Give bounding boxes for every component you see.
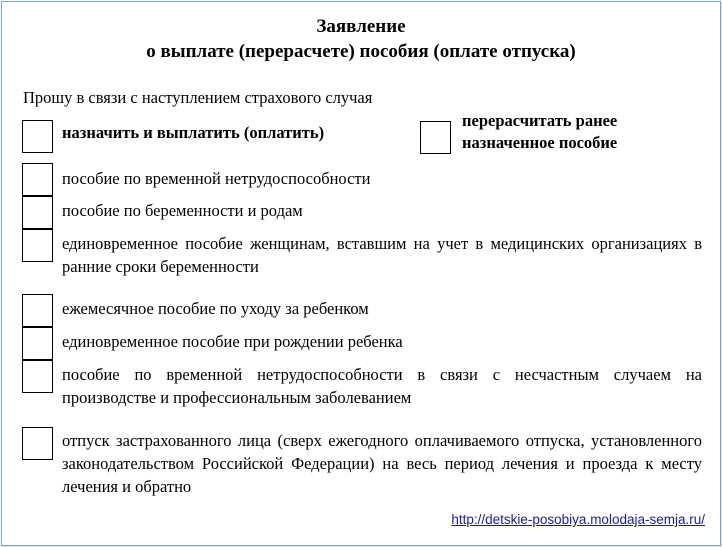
- item-birth-lump-sum: единовременное пособие при рождении ребенка: [62, 332, 403, 351]
- checkbox-maternity[interactable]: [22, 196, 53, 229]
- label-recalculate-line1: перерасчитать ранее: [462, 111, 618, 130]
- checkbox-birth-lump-sum[interactable]: [22, 327, 53, 360]
- source-link[interactable]: http://detskie-posobiya.molodaja-semja.ru/: [451, 512, 705, 527]
- checkbox-childcare-monthly[interactable]: [22, 294, 53, 327]
- checkbox-additional-leave[interactable]: [22, 427, 53, 460]
- label-recalculate: [462, 110, 617, 154]
- item-temporary-disability: пособие по временной нетрудоспособности: [62, 169, 371, 188]
- checkbox-early-registration[interactable]: [22, 229, 53, 262]
- checkbox-temporary-disability[interactable]: [22, 163, 53, 196]
- checkbox-recalculate[interactable]: [420, 121, 451, 154]
- intro-text: Прошу в связи с наступлением страхового случая: [23, 88, 373, 107]
- checkbox-work-accident[interactable]: [22, 360, 53, 393]
- form-title: Заявление: [316, 16, 406, 37]
- checkbox-assign[interactable]: [22, 120, 53, 153]
- item-work-accident: пособие по временной нетрудоспособности в связи с несчастным случаем на производстве и профессиональным заболеванием: [62, 365, 702, 407]
- item-maternity: пособие по беременности и родам: [62, 201, 303, 220]
- item-early-registration: единовременное пособие женщинам, вставшим на учет в медицинских организациях в ранние сроки беременности: [62, 234, 702, 276]
- form-subtitle: о выплате (перерасчете) пособия (оплате отпуска): [146, 41, 576, 62]
- label-assign: назначить и выплатить (оплатить): [62, 123, 325, 142]
- item-additional-leave: отпуск застрахованного лица (сверх ежегодного оплачиваемого отпуска, установленного законодательством Российской Федерации) на весь период лечения и проезда к месту лечения и обратно: [62, 431, 702, 496]
- item-childcare-monthly: ежемесячное пособие по уходу за ребенком: [62, 299, 369, 318]
- label-recalculate-line2: назначенное пособие: [462, 133, 618, 152]
